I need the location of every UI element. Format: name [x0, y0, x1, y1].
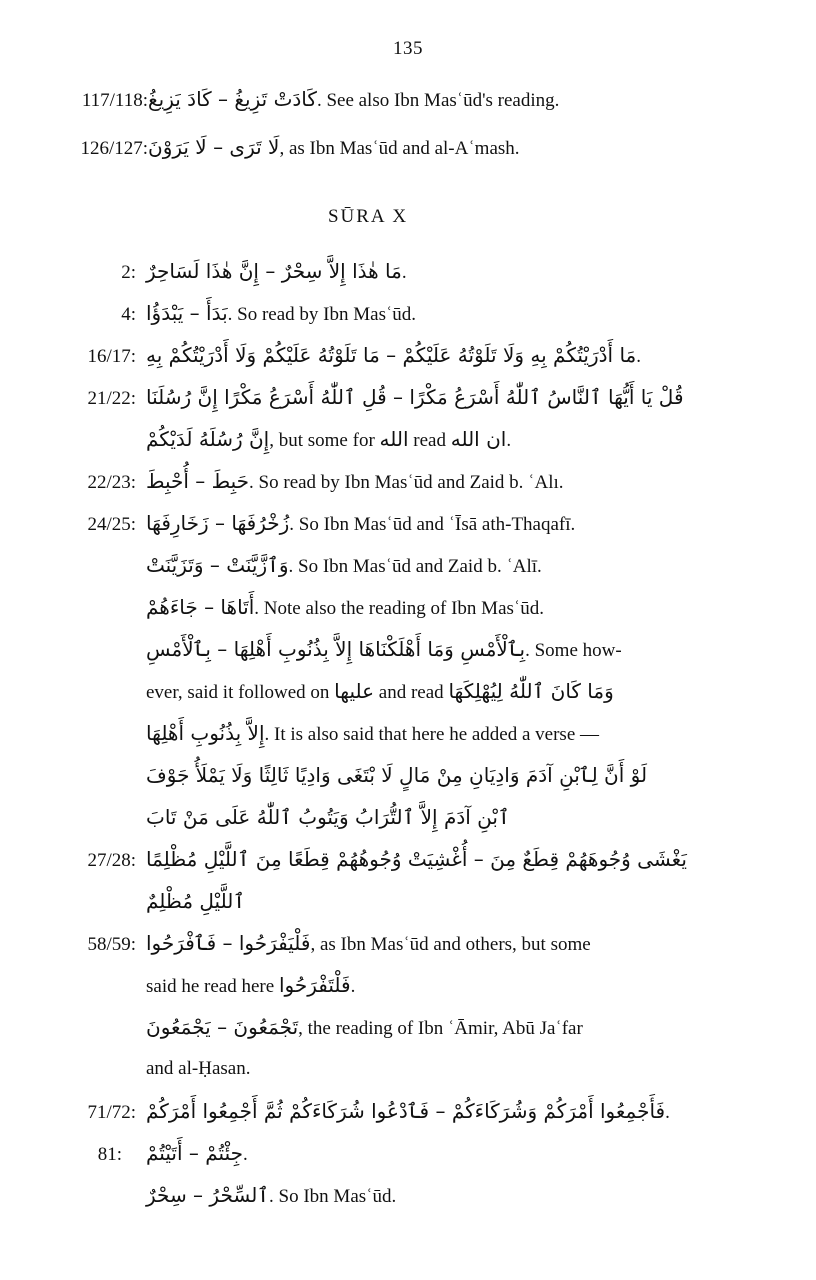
verse-reference: 24/25: [87, 514, 136, 535]
commentary-line [146, 804, 510, 832]
arabic-text: أَتَاهَا – جَاءَهُمْ [146, 595, 255, 619]
commentary-line [0, 1140, 248, 1168]
page-number: 135 [393, 38, 423, 59]
english-text: . Note also the reading of Ibn Masʿūd. [254, 598, 544, 619]
commentary-line [0, 134, 520, 162]
verse-reference: 21/22: [87, 388, 136, 409]
commentary-line [146, 594, 544, 622]
arabic-text: جِئْتُمْ – أَتَيْتُمْ [146, 1141, 243, 1165]
commentary-line [0, 384, 684, 412]
english-text: . [350, 976, 356, 997]
commentary-line [146, 552, 542, 580]
english-text: . So read by Ibn Masʿūd and Zaid b. ʿAlı. [249, 472, 564, 493]
verse-reference: 2: [121, 262, 136, 283]
commentary-line [146, 1182, 396, 1210]
commentary-line [146, 762, 647, 790]
commentary-line [146, 972, 355, 1000]
verse-reference: 4: [121, 304, 136, 325]
arabic-text: إِلاَّ بِذُنُوبِ أَهْلِهَا [146, 721, 265, 745]
arabic-text: إِنَّ رُسُلَهُ لَدَيْكُمْ [146, 427, 270, 451]
arabic-text: كَادَتْ تَزِيغُ – كَادَ يَزِيغُ [148, 87, 317, 111]
verse-reference: 22/23: [87, 472, 136, 493]
commentary-line [146, 636, 622, 664]
arabic-text: لَا تَرَى – لَا يَرَوْنَ [148, 135, 280, 159]
english-text: and read [374, 682, 449, 703]
english-text: , as Ibn Masʿūd and others, but some [310, 934, 591, 955]
english-text: . [401, 262, 407, 283]
commentary-line [0, 930, 591, 958]
verse-reference: 16/17: [87, 346, 136, 367]
commentary-line [0, 1098, 670, 1126]
arabic-text: حَبِطَ – أُحْبِطَ [146, 469, 250, 493]
arabic-text: قُلْ يَا أَيُّهَا ٱلنَّاسُ ٱللّٰهُ أَسْرَعُ مَكْرًا – قُلِ ٱللّٰهُ أَسْرَعُ مَكْرًا إِنَّ رُسُلَنَا [146, 385, 684, 409]
english-text: and al-Ḥasan. [146, 1058, 251, 1079]
arabic-text: فَلْتَفْرَحُوا [278, 973, 351, 997]
arabic-text: ان الله [450, 427, 507, 451]
arabic-text: ٱبْنِ آدَمَ إِلاَّ ٱلتُّرَابُ وَيَتُوبُ ٱللّٰهُ عَلَى مَنْ تَابَ [146, 805, 510, 829]
verse-reference: 117/118: [81, 90, 148, 111]
arabic-text: مَا أَدْرَيْتُكُمْ بِهِ وَلَا تَلَوْتُهُ عَلَيْكُمْ – مَا تَلَوْتُهُ عَلَيْكُمْ وَلَا أَدْرَيْتُكُمْ بِهِ [146, 343, 637, 367]
arabic-text: لَوْ أَنَّ لِٱبْنِ آدَمَ وَادِيَانِ مِنْ مَالٍ لَا بْتَغَى وَادِيًا ثَالِثًا وَلَا يَمْلَأُ جَوْفَ [146, 763, 648, 787]
english-text: . So Ibn Masʿūd and ʿĪsā ath-Thaqafī. [289, 514, 576, 535]
english-text: . So read by Ibn Masʿūd. [227, 304, 417, 325]
arabic-text: يَغْشَى وُجُوهَهُمْ قِطَعٌ مِنَ – أُغْشِيَتْ وُجُوهُهُمْ قِطَعًا مِنَ ٱللَّيْلِ مُظْلِمًا [146, 847, 687, 871]
verse-reference: 58/59: [87, 934, 136, 955]
arabic-text: مَا هٰذَا إِلاَّ سِحْرٌ – إِنَّ هٰذَا لَسَاحِرٌ [146, 259, 402, 283]
english-text: . Some how- [525, 640, 622, 661]
english-text: ever, said it followed on [146, 682, 335, 703]
verse-reference: 27/28: [87, 850, 136, 871]
english-text: . [636, 346, 642, 367]
commentary-line [146, 720, 599, 748]
verse-reference: 81: [97, 1144, 122, 1165]
commentary-line [0, 468, 564, 496]
verse-reference: 71/72: [87, 1102, 136, 1123]
arabic-text: بِٱلْأَمْسِ وَمَا أَهْلَكْنَاهَا إِلاَّ بِذُنُوبِ أَهْلِهَا – بِٱلْأَمْسِ [146, 637, 526, 661]
commentary-line [0, 86, 559, 114]
arabic-text: زُخْرُفَهَا – زَخَارِفَهَا [146, 511, 290, 535]
arabic-text: وَٱزَّيَّنَتْ – وَتَزَيَّنَتْ [146, 553, 289, 577]
arabic-text: فَلْيَفْرَحُوا – فَٱفْرَحُوا [146, 931, 311, 955]
english-text: . So Ibn Masʿūd and Zaid b. ʿAlī. [288, 556, 542, 577]
commentary-line [146, 888, 245, 916]
english-text: . [506, 430, 512, 451]
arabic-text: عليها [334, 679, 375, 703]
arabic-text: الله [379, 427, 409, 451]
english-text: . It is also said that here he added a verse — [264, 724, 600, 745]
english-text: . See also Ibn Masʿūd's reading. [316, 90, 560, 111]
commentary-line [0, 846, 687, 874]
arabic-text: ٱللَّيْلِ مُظْلِمٌ [146, 889, 246, 913]
english-text: read [408, 430, 451, 451]
commentary-line [0, 300, 416, 328]
english-text: . So Ibn Masʿūd. [269, 1186, 397, 1207]
arabic-text: تَجْمَعُونَ – يَجْمَعُونَ [146, 1015, 299, 1039]
english-text: , but some for [269, 430, 380, 451]
english-text: . [242, 1144, 248, 1165]
commentary-line [146, 1014, 583, 1042]
commentary-line [0, 342, 641, 370]
commentary-line [146, 1056, 250, 1082]
english-text: , as Ibn Masʿūd and al-Aʿmash. [279, 138, 520, 159]
english-text: said he read here [146, 976, 279, 997]
english-text: . [665, 1102, 670, 1123]
sura-heading: SŪRA X [327, 206, 409, 227]
commentary-line [146, 426, 511, 454]
arabic-text: وَمَا كَانَ ٱللّٰهُ لِيُهْلِكَهَا [448, 679, 614, 703]
arabic-text: بَدَأَ – يَبْدَؤُا [146, 301, 228, 325]
commentary-line [0, 258, 407, 286]
english-text: , the reading of Ibn ʿĀmir, Abū Jaʿfar [298, 1018, 583, 1039]
arabic-text: ٱلسِّحْرُ – سِحْرٌ [146, 1183, 270, 1207]
commentary-line [146, 678, 614, 706]
commentary-line [0, 510, 575, 538]
arabic-text: فَأَجْمِعُوا أَمْرَكُمْ وَشُرَكَاءَكُمْ – فَٱدْعُوا شُرَكَاءَكُمْ ثُمَّ أَجْمِعُوا أَمْرَكُمْ [146, 1099, 666, 1123]
verse-reference: 126/127: [80, 138, 148, 159]
